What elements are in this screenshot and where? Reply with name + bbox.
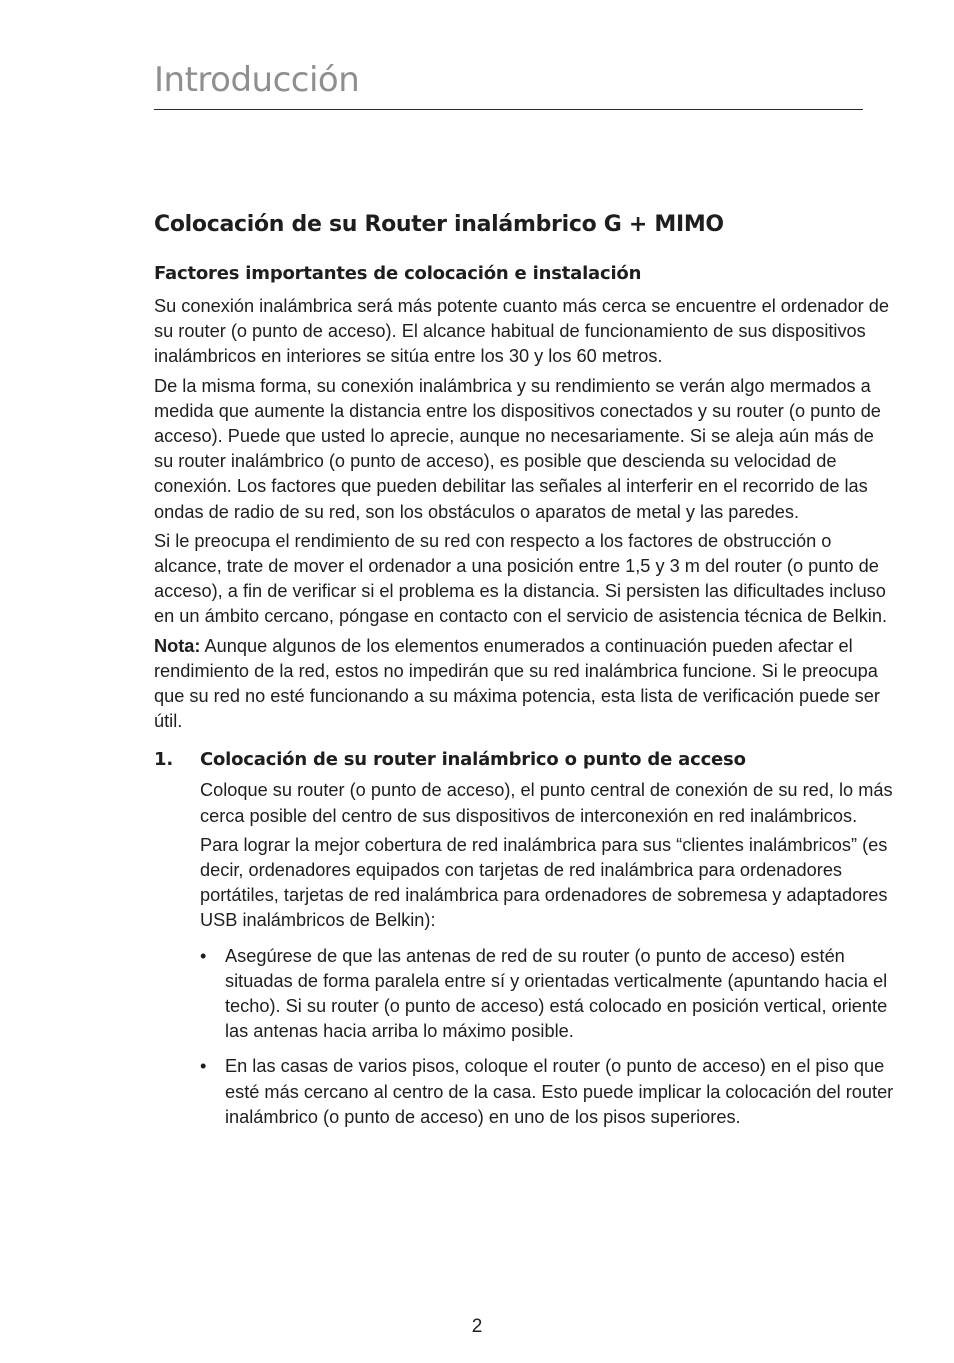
bullet-text: En las casas de varios pisos, coloque el router (o punto de acceso) en el piso que esté más cercano al centro de la casa. Esto puede implicar la colocación del router inalámbrico (o punto de acceso) en uno de los pisos superiores. — [225, 1056, 894, 1127]
list-item — [200, 1054, 894, 1130]
list-item — [200, 944, 894, 1045]
item-number: 1. — [154, 749, 173, 771]
section-title: Colocación de su Router inalámbrico G + MIMO — [154, 212, 724, 237]
item-body — [154, 778, 894, 933]
intro-paragraph-1: Su conexión inalámbrica será más potente cuanto más cerca se encuentre el ordenador de su router (o punto de acceso). El alcance habitual de funcionamiento de sus dispositivos inalámbricos en interiores se sitúa entre los 30 y los 60 metros. — [154, 296, 890, 367]
numbered-item-1 — [154, 746, 894, 1130]
note-text: Aunque algunos de los elementos enumerados a continuación pueden afectar el rendimiento de la red, estos no impedirán que su red inalámbrica funcione. Si le preocupa que su red no esté funcionando a su máxima potencia, esta lista de verificación puede ser útil. — [154, 635, 880, 732]
intro-paragraph-3: Si le preocupa el rendimiento de su red con respecto a los factores de obstrucción o alcance, trate de mover el ordenador a una posición entre 1,5 y 3 m del router (o punto de acceso), a fin de verificar si el problema es la distancia. Si persisten las dificultades incluso en un ámbito cercano, póngase en contacto con el servicio de asistencia técnica de Belkin. — [154, 530, 887, 627]
note-label: Nota: — [154, 635, 201, 656]
intro-paragraph-2: De la misma forma, su conexión inalámbrica y su rendimiento se verán algo mermados a medida que aumente la distancia entre los dispositivos conectados y su router (o punto de acceso). Puede que usted lo aprecie, aunque no necesariamente. Si se aleja aún más de su router inalámbrico (o punto de acceso), es posible que descienda su velocidad de conexión. Los factores que pueden debilitar las señales al interferir en el recorrido de las ondas de radio de su red, son los obstáculos o aparatos de metal y las paredes. — [154, 375, 881, 522]
bullet-text: Asegúrese de que las antenas de red de su router (o punto de acceso) estén situadas de forma paralela entre sí y orientadas verticalmente (apuntando hacia el techo). Si su router (o punto de acceso) está colocado en posición vertical, oriente las antenas hacia arriba lo máximo posible. — [225, 945, 888, 1042]
page-number: 2 — [471, 1316, 483, 1337]
main-content — [154, 208, 894, 1140]
page-header — [154, 58, 863, 110]
bullet-list — [154, 944, 894, 1130]
section-subtitle: Factores importantes de colocación e instalación — [154, 263, 642, 284]
bullet-icon: • — [200, 1056, 207, 1077]
header-divider — [154, 109, 863, 110]
item-paragraph-1: Coloque su router (o punto de acceso), el punto central de conexión de su red, lo más cerca posible del centro de sus dispositivos de interconexión en red inalámbricos. — [200, 780, 893, 826]
item-paragraph-2: Para lograr la mejor cobertura de red inalámbrica para sus “clientes inalámbricos” (es decir, ordenadores equipados con tarjetas de red inalámbrica para ordenadores portátiles, tarjetas de red inalámbrica para ordenadores de sobremesa y adaptadores USB inalámbricos de Belkin): — [200, 834, 888, 931]
item-title: Colocación de su router inalámbrico o punto de acceso — [200, 749, 746, 771]
page-title: Introducción — [154, 60, 360, 100]
bullet-icon: • — [200, 945, 207, 966]
note-paragraph — [154, 634, 894, 735]
numbered-item-heading — [154, 746, 894, 774]
